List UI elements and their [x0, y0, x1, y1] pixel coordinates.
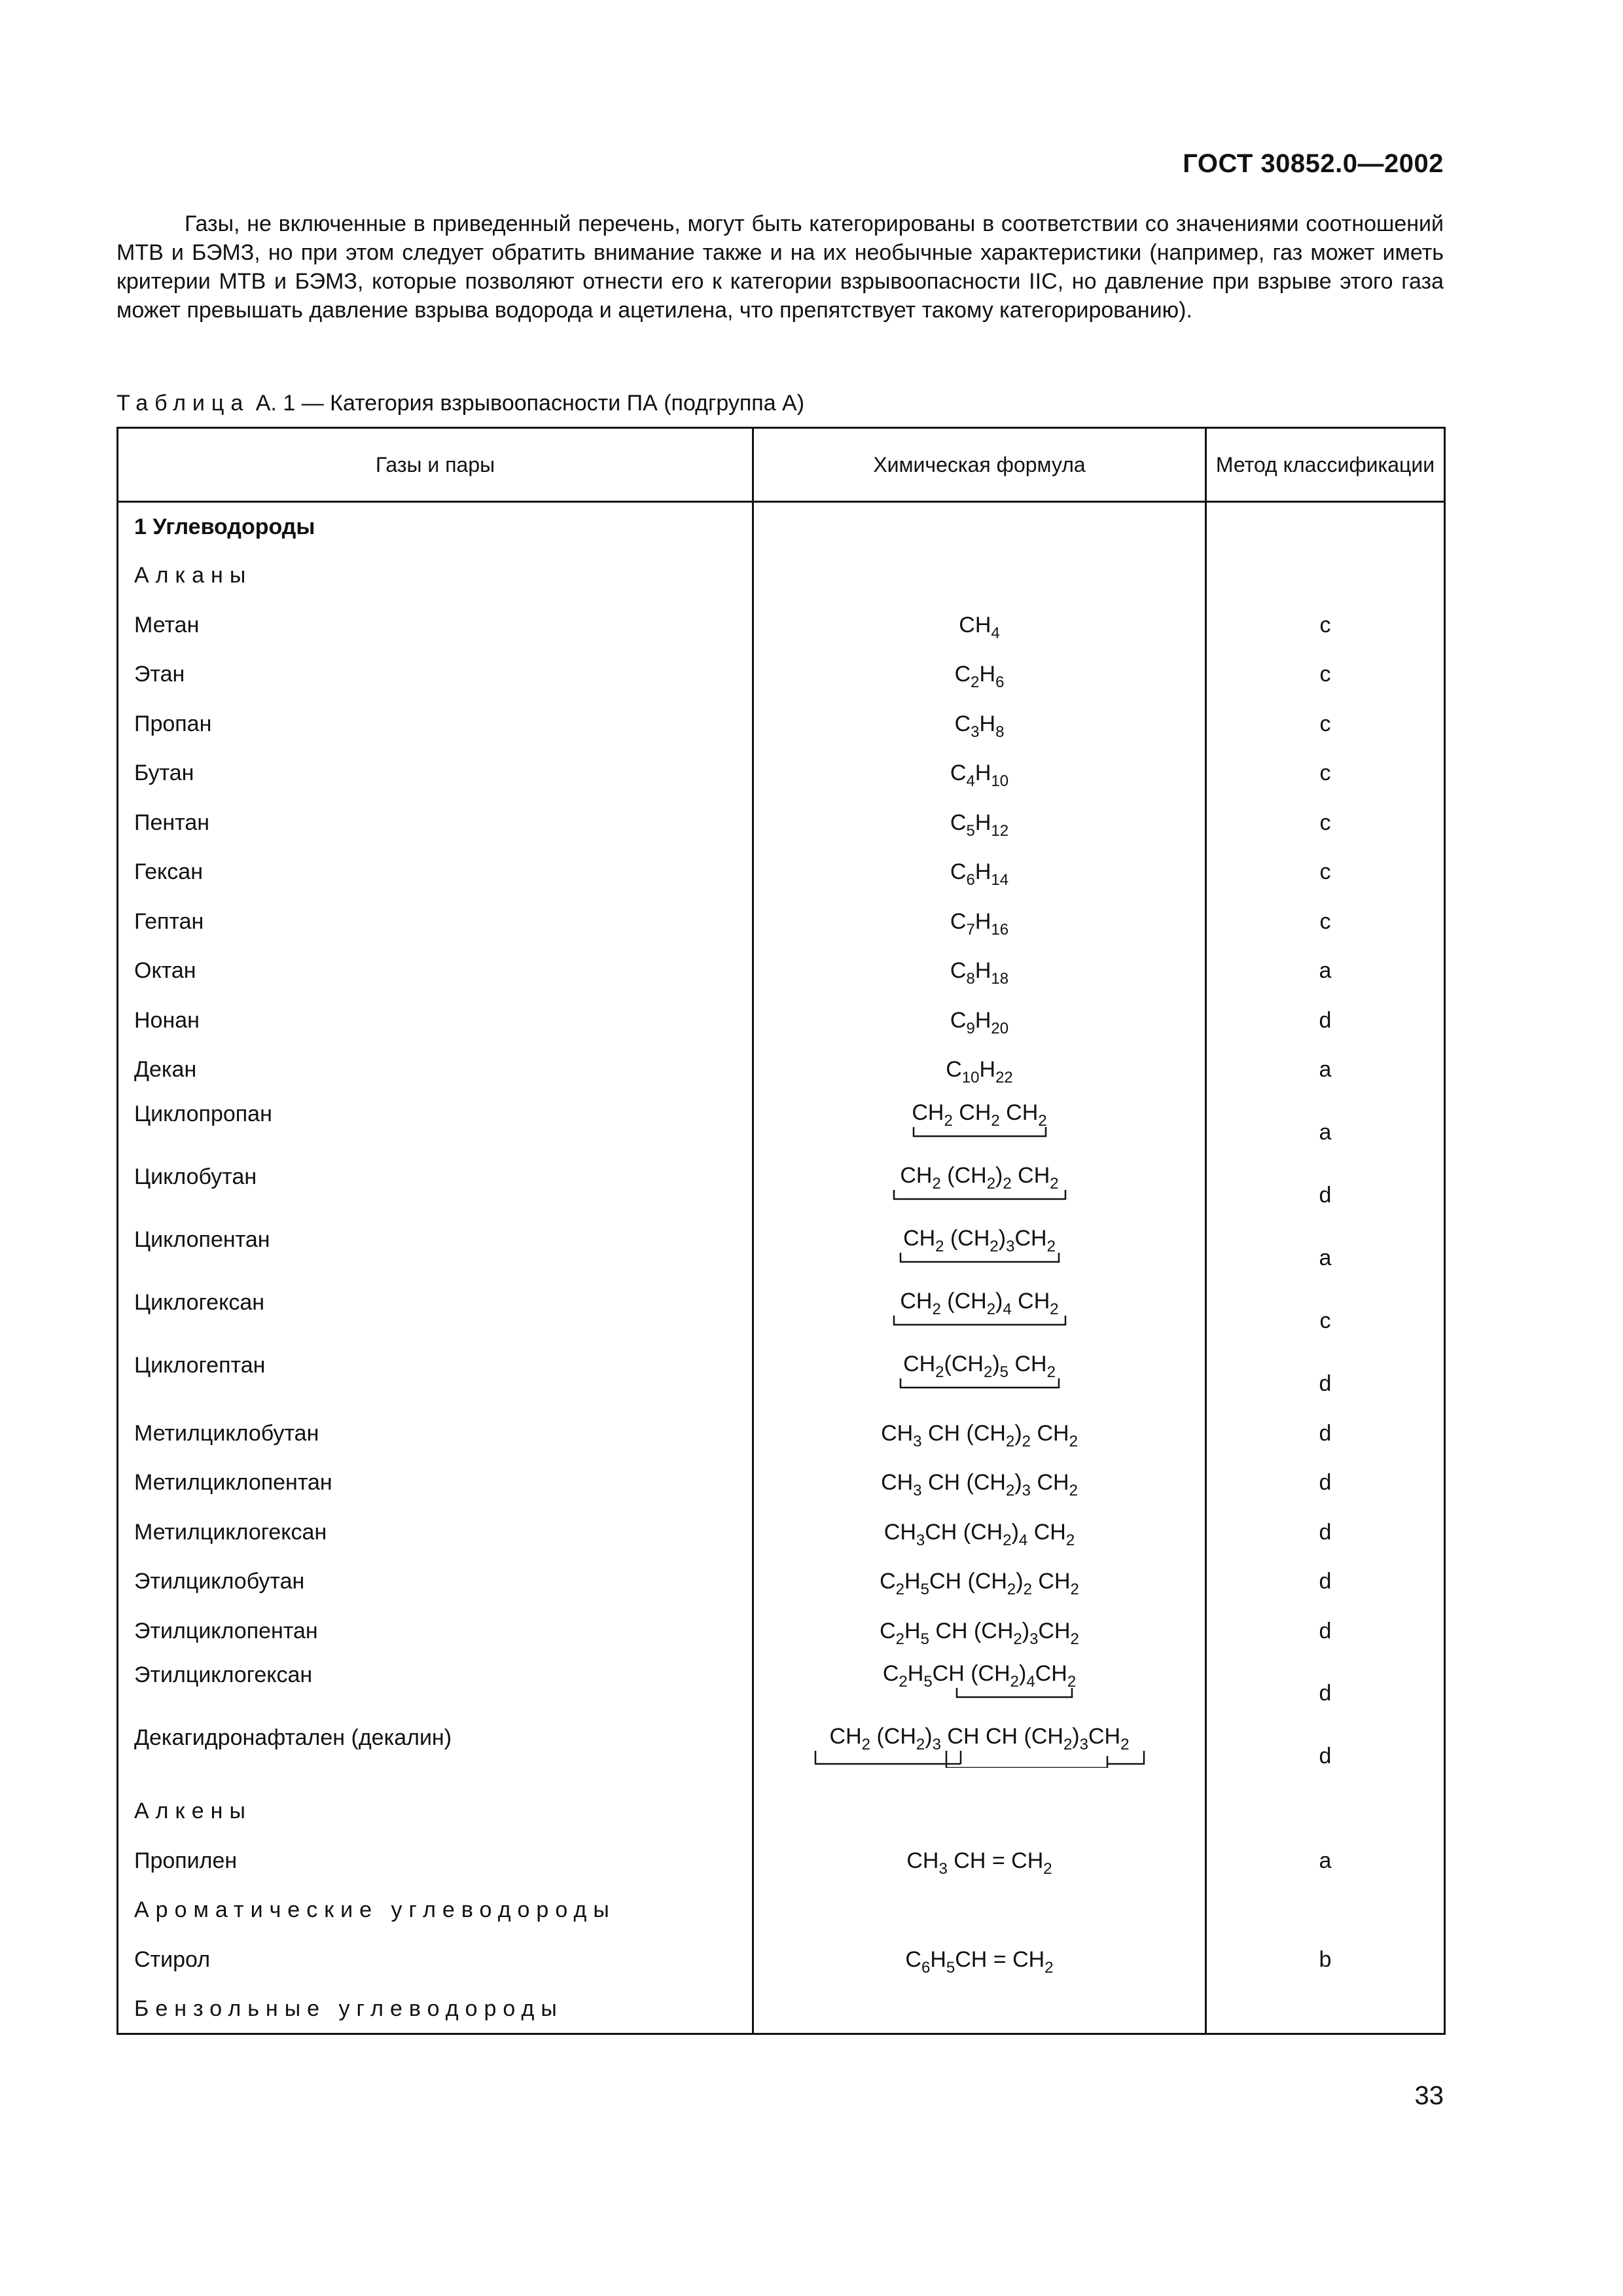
chemical-formula: $CH_3CH$ $(CH_2)_4$ $CH_2$: [753, 1508, 1206, 1558]
chemical-formula-cell: [753, 1158, 1206, 1221]
ring-bond-bracket: [891, 1253, 1068, 1265]
gas-name: Метилциклопентан: [118, 1458, 753, 1508]
gas-name: Циклопентан: [118, 1221, 753, 1283]
chemical-formula: $CH_2$ $CH_2$ $CH_2$: [912, 1100, 1047, 1130]
table-row: [118, 897, 1445, 947]
page-number: 33: [1414, 2081, 1444, 2110]
chemical-formula-cell: [753, 1719, 1206, 1787]
chemical-formula: $CH_4$: [753, 601, 1206, 651]
table-row: [118, 1221, 1445, 1283]
document-code: ГОСТ 30852.0—2002: [1183, 149, 1444, 178]
ring-bond-bracket: [891, 1378, 1068, 1390]
intro-paragraph: Газы, не включенные в приведенный перечень, могут быть категорированы в соответствии со значениями соотношений МТВ и БЭМЗ, но при этом следует обратить внимание также и на их необычные характеристики (например, газ может иметь критерии МТВ и БЭМЗ, которые позволяют отнести его к категории взрывоопасности IIC, но давление при взрыве этого газа может превышать давление взрыва водорода и ацетилена, что препятствует такому категорированию).: [116, 211, 1444, 323]
chemical-formula: $CH_2$ $(CH_2)_4$ $CH_2$: [900, 1288, 1059, 1318]
group-row-hydrocarbons: [118, 502, 1445, 552]
chemical-formula: $C_2H_5CH$ $(CH_2)_4CH_2$: [882, 1661, 1077, 1691]
chemical-formula: $CH_2$ $(CH_2)_2$ $CH_2$: [900, 1162, 1059, 1193]
gas-name: Метилциклогексан: [118, 1508, 753, 1558]
ring-bond-bracket: [885, 1190, 1075, 1202]
subgroup-row-alkenes: [118, 1787, 1445, 1837]
chemical-formula: $CH_3$ CH $(CH_2)_2$ $CH_2$: [753, 1409, 1206, 1459]
gas-name: Циклопропан: [118, 1095, 753, 1158]
gas-name: Метилциклобутан: [118, 1409, 753, 1459]
table-row: [118, 1346, 1445, 1409]
classification-method: a: [1206, 946, 1445, 996]
gas-name: Этилциклогексан: [118, 1656, 753, 1719]
group-title: 1 Углеводороды: [118, 502, 753, 552]
gas-name: Метан: [118, 601, 753, 651]
gas-name: Этилциклобутан: [118, 1557, 753, 1607]
table-row: [118, 1508, 1445, 1558]
classification-method: d: [1206, 1346, 1445, 1409]
chemical-formula: $C_2H_5CH$ $(CH_2)_2$ $CH_2$: [753, 1557, 1206, 1607]
classification-method: c: [1206, 848, 1445, 897]
gas-name: Циклобутан: [118, 1158, 753, 1221]
column-header-formula: Химическая формула: [753, 428, 1206, 502]
chemical-formula: $C_2H_6$: [753, 650, 1206, 700]
gas-name: Стирол: [118, 1935, 753, 1985]
chemical-formula: $CH_3$ CH $(CH_2)_3$ $CH_2$: [753, 1458, 1206, 1508]
subgroup-row-aromatic: [118, 1886, 1445, 1935]
gas-name: Циклогептан: [118, 1346, 753, 1409]
gas-name: Декагидронафтален (декалин): [118, 1719, 753, 1787]
table-row: [118, 749, 1445, 798]
chemical-formula: $C_3H_8$: [753, 700, 1206, 749]
chemical-formula: $CH_2(CH_2)_5$ $CH_2$: [903, 1351, 1056, 1381]
classification-method: a: [1206, 1837, 1445, 1886]
ring-bond-bracket: [885, 1316, 1075, 1327]
chemical-formula: $C_8H_{18}$: [753, 946, 1206, 996]
gas-name: Нонан: [118, 996, 753, 1046]
chemical-formula: $C_4H_{10}$: [753, 749, 1206, 798]
chemical-formula: $C_6H_5CH = CH_2$: [753, 1935, 1206, 1985]
table-row: [118, 1458, 1445, 1508]
chemical-formula: $CH_2$ $(CH_2)_3$ CH CH $(CH_2)_3CH_2$: [829, 1724, 1130, 1753]
classification-method: d: [1206, 1557, 1445, 1607]
chemical-formula: $C_{10}H_{22}$: [753, 1045, 1206, 1095]
classification-method: c: [1206, 700, 1445, 749]
hazard-category-table: [116, 427, 1446, 2035]
table-row: [118, 1935, 1445, 1985]
ring-bond-bracket: [806, 1751, 1153, 1768]
classification-method: c: [1206, 1283, 1445, 1346]
table-caption-word: Таблица: [116, 391, 250, 416]
table-row: [118, 650, 1445, 700]
table-row: [118, 1837, 1445, 1886]
table-row: [118, 1409, 1445, 1459]
classification-method: c: [1206, 897, 1445, 947]
column-header-gases: Газы и пары: [118, 428, 753, 502]
chemical-formula: $CH_3$ CH = $CH_2$: [753, 1837, 1206, 1886]
subgroup-title: Алкены: [118, 1787, 753, 1837]
chemical-formula-cell: [753, 1095, 1206, 1158]
gas-name: Бутан: [118, 749, 753, 798]
chemical-formula: $C_5H_{12}$: [753, 798, 1206, 848]
table-header-row: [118, 428, 1445, 502]
classification-method: a: [1206, 1221, 1445, 1283]
table-caption-text: А. 1 — Категория взрывоопасности ПА (подгруппа А): [255, 391, 805, 416]
gas-name: Пропилен: [118, 1837, 753, 1886]
classification-method: a: [1206, 1045, 1445, 1095]
classification-method: c: [1206, 650, 1445, 700]
chemical-formula: $CH_2$ $(CH_2)_3CH_2$: [903, 1225, 1056, 1255]
table-row: [118, 601, 1445, 651]
table-row: [118, 1045, 1445, 1095]
classification-method: d: [1206, 1719, 1445, 1787]
gas-name: Этан: [118, 650, 753, 700]
subgroup-row-benzene: [118, 1984, 1445, 2034]
table-row: [118, 1283, 1445, 1346]
chemical-formula-cell: [753, 1656, 1206, 1719]
table-row: [118, 1719, 1445, 1787]
classification-method: d: [1206, 1656, 1445, 1719]
classification-method: d: [1206, 1458, 1445, 1508]
ring-bond-bracket: [904, 1127, 1055, 1139]
subgroup-title: Алканы: [118, 551, 753, 601]
subgroup-title: Бензольные углеводороды: [118, 1984, 753, 2034]
classification-method: d: [1206, 1508, 1445, 1558]
chemical-formula: $C_6H_{14}$: [753, 848, 1206, 897]
table-row: [118, 1557, 1445, 1607]
table-row: [118, 996, 1445, 1046]
classification-method: d: [1206, 996, 1445, 1046]
chemical-formula-cell: [753, 1221, 1206, 1283]
subgroup-title: Ароматические углеводороды: [118, 1886, 753, 1935]
gas-name: Этилциклопентан: [118, 1607, 753, 1657]
gas-name: Октан: [118, 946, 753, 996]
column-header-method: Метод классификации: [1206, 428, 1445, 502]
gas-name: Пропан: [118, 700, 753, 749]
subgroup-row-alkanes: [118, 551, 1445, 601]
classification-method: d: [1206, 1158, 1445, 1221]
table-row: [118, 1158, 1445, 1221]
table-row: [118, 946, 1445, 996]
gas-name: Циклогексан: [118, 1283, 753, 1346]
gas-name: Гексан: [118, 848, 753, 897]
table-row: [118, 798, 1445, 848]
table-caption: [116, 390, 804, 416]
table-row: [118, 1656, 1445, 1719]
chemical-formula: $C_2H_5$ CH $(CH_2)_3CH_2$: [753, 1607, 1206, 1657]
table-row: [118, 848, 1445, 897]
table-row: [118, 700, 1445, 749]
gas-name: Декан: [118, 1045, 753, 1095]
table-row: [118, 1607, 1445, 1657]
classification-method: b: [1206, 1935, 1445, 1985]
classification-method: a: [1206, 1095, 1445, 1158]
chemical-formula-cell: [753, 1283, 1206, 1346]
chemical-formula: $C_9H_{20}$: [753, 996, 1206, 1046]
classification-method: c: [1206, 601, 1445, 651]
classification-method: d: [1206, 1607, 1445, 1657]
classification-method: c: [1206, 749, 1445, 798]
classification-method: c: [1206, 798, 1445, 848]
ring-bond-bracket: [878, 1688, 1081, 1700]
gas-name: Гептан: [118, 897, 753, 947]
gas-name: Пентан: [118, 798, 753, 848]
table-row: [118, 1095, 1445, 1158]
chemical-formula-cell: [753, 1346, 1206, 1409]
classification-method: d: [1206, 1409, 1445, 1459]
chemical-formula: $C_7H_{16}$: [753, 897, 1206, 947]
